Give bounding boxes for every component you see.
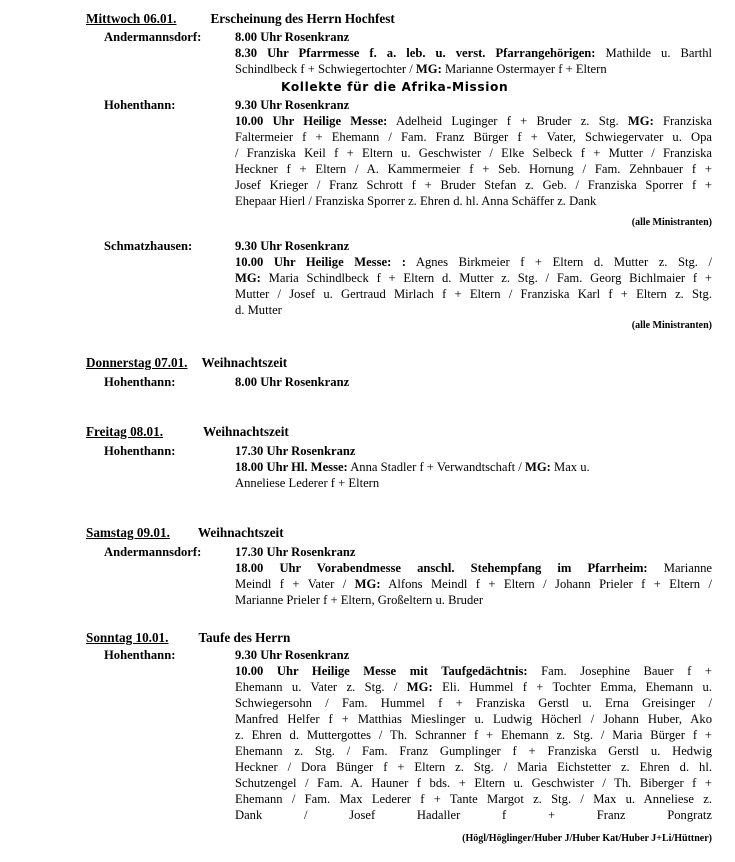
service-line: Heckner f + Eltern / A. Kammermeier f + Seb. Hornung / Fam. Zehnbauer f + — [235, 162, 712, 176]
service-line: Faltermeier f + Ehemann / Fam. Franz Bürger f + Vater, Schwiegervater u. Opa — [235, 130, 712, 144]
service-line: Meindl f + Vater / MG: Alfons Meindl f + Eltern / Johann Prieler f + Eltern / — [235, 577, 712, 591]
service-block — [235, 97, 712, 209]
service-line: 18.00 Uhr Hl. Messe: Anna Stadler f + Verwandtschaft / MG: Max u. — [235, 460, 590, 474]
service-block — [235, 238, 712, 318]
location-label: Hohenthann: — [104, 98, 176, 112]
day-feast: Taufe des Herrn — [198, 630, 291, 645]
service-line: Marianne Prieler f + Eltern, Großeltern u. Bruder — [235, 593, 484, 607]
service-line: Dank / Josef Hadaller f + Franz Pongratz — [235, 808, 712, 822]
service-line: 9.30 Uhr Rosenkranz — [235, 648, 350, 662]
service-block — [235, 544, 712, 608]
service-line: Ehepaar Hierl / Franziska Sporrer z. Ehren d. hl. Anna Schäffer z. Dank — [235, 194, 597, 208]
service-line: Ehemann / Fam. Max Lederer f + Tante Margot z. Stg. / Max u. Anneliese z. — [235, 792, 712, 806]
service-line: 8.00 Uhr Rosenkranz — [235, 375, 350, 389]
service-line: MG: Maria Schindlbeck f + Eltern d. Mutter z. Stg. / Fam. Georg Bichlmaier f + — [235, 271, 712, 285]
location-label: Andermannsdorf: — [104, 545, 202, 559]
service-line: Manfred Helfer f + Matthias Mieslinger u. Ludwig Höcherl / Johann Huber, Ako — [235, 712, 712, 726]
location-label: Hohenthann: — [104, 648, 176, 662]
service-line: 18.00 Uhr Vorabendmesse anschl. Stehempfang im Pfarrheim: Marianne — [235, 561, 712, 575]
location-label: Hohenthann: — [104, 444, 176, 458]
service-line: z. Ehren d. Muttergottes / Th. Schranner f + Ehemann z. Stg. / Maria Bürger f + — [235, 728, 712, 742]
day-heading — [86, 11, 395, 27]
service-line: Ehemann u. Vater z. Stg. / MG: Eli. Hummel f + Tochter Emma, Ehemann u. — [235, 680, 712, 694]
service-block — [235, 443, 712, 491]
service-line: 8.30 Uhr Pfarrmesse f. a. leb. u. verst. Pfarrangehörigen: Mathilde u. Barthl — [235, 46, 712, 60]
day-date: Samstag 09.01. — [86, 525, 170, 540]
day-heading — [86, 355, 287, 371]
service-line: Anneliese Lederer f + Eltern — [235, 476, 380, 490]
service-title: 8.30 Uhr Pfarrmesse f. a. leb. u. verst. Pfarrangehörigen: — [235, 46, 596, 60]
day-heading — [86, 424, 289, 440]
collection-note: Kollekte für die Afrika-Mission — [281, 80, 509, 94]
service-line: 10.00 Uhr Heilige Messe: Adelheid Luginger f + Bruder z. Stg. MG: Franziska — [235, 114, 712, 128]
service-line: 9.30 Uhr Rosenkranz — [235, 98, 350, 112]
day-feast: Weihnachtszeit — [201, 355, 288, 370]
service-line: 17.30 Uhr Rosenkranz — [235, 545, 356, 559]
day-heading — [86, 630, 290, 646]
service-block — [235, 29, 712, 77]
service-line: Schutzengel / Fam. A. Hauner f bds. + Eltern u. Geschwister / Th. Biberger f + — [235, 776, 712, 790]
ministrant-note: (alle Ministranten) — [631, 217, 712, 228]
service-line: / Franziska Keil f + Eltern u. Geschwister / Elke Selbeck f + Mutter / Franziska — [235, 146, 712, 160]
service-line: 10.00 Uhr Heilige Messe: : Agnes Birkmeier f + Eltern d. Mutter z. Stg. / — [235, 255, 712, 269]
location-label: Andermannsdorf: — [104, 30, 202, 44]
service-line: Josef Krieger / Franz Schrott f + Bruder Stefan z. Geb. / Franziska Sporrer f + — [235, 178, 712, 192]
day-heading — [86, 525, 284, 541]
day-date: Sonntag 10.01. — [86, 630, 169, 645]
service-line: 9.30 Uhr Rosenkranz — [235, 239, 350, 253]
service-line: Mutter / Josef u. Gertraud Mirlach f + Eltern / Franziska Karl f + Eltern z. Stg. — [235, 287, 712, 301]
service-block — [235, 647, 712, 823]
service-line: Schindlbeck f + Schwiegertochter / MG: Marianne Ostermayer f + Eltern — [235, 62, 607, 76]
service-line: Ehemann z. Stg. / Fam. Franz Gumplinger f + Franziska Gerstl u. Hedwig — [235, 744, 712, 758]
day-feast: Weihnachtszeit — [197, 525, 284, 540]
service-line: 8.00 Uhr Rosenkranz — [235, 30, 350, 44]
service-block — [235, 374, 712, 390]
service-line: Heckner / Dora Bünger f + Eltern z. Stg. / Maria Eichstetter z. Ehren d. hl. — [235, 760, 712, 774]
location-label: Schmatzhausen: — [104, 239, 193, 253]
service-line: Schwiegersohn / Fam. Hummel f + Franziska Gerstl u. Erna Greisinger / — [235, 696, 712, 710]
service-line: 17.30 Uhr Rosenkranz — [235, 444, 356, 458]
ministrant-note: (Högl/Höglinger/Huber J/Huber Kat/Huber J+Li/Hüttner) — [462, 833, 712, 844]
day-date: Mittwoch 06.01. — [86, 11, 177, 26]
day-feast: Weihnachtszeit — [203, 424, 289, 439]
ministrant-note: (alle Ministranten) — [631, 320, 712, 331]
day-date: Freitag 08.01. — [86, 424, 164, 439]
service-line: d. Mutter — [235, 303, 282, 317]
service-line: 10.00 Uhr Heilige Messe mit Taufgedächtnis: Fam. Josephine Bauer f + — [235, 664, 712, 678]
day-date: Donnerstag 07.01. — [86, 355, 188, 370]
location-label: Hohenthann: — [104, 375, 176, 389]
day-feast: Erscheinung des Herrn Hochfest — [210, 11, 395, 26]
